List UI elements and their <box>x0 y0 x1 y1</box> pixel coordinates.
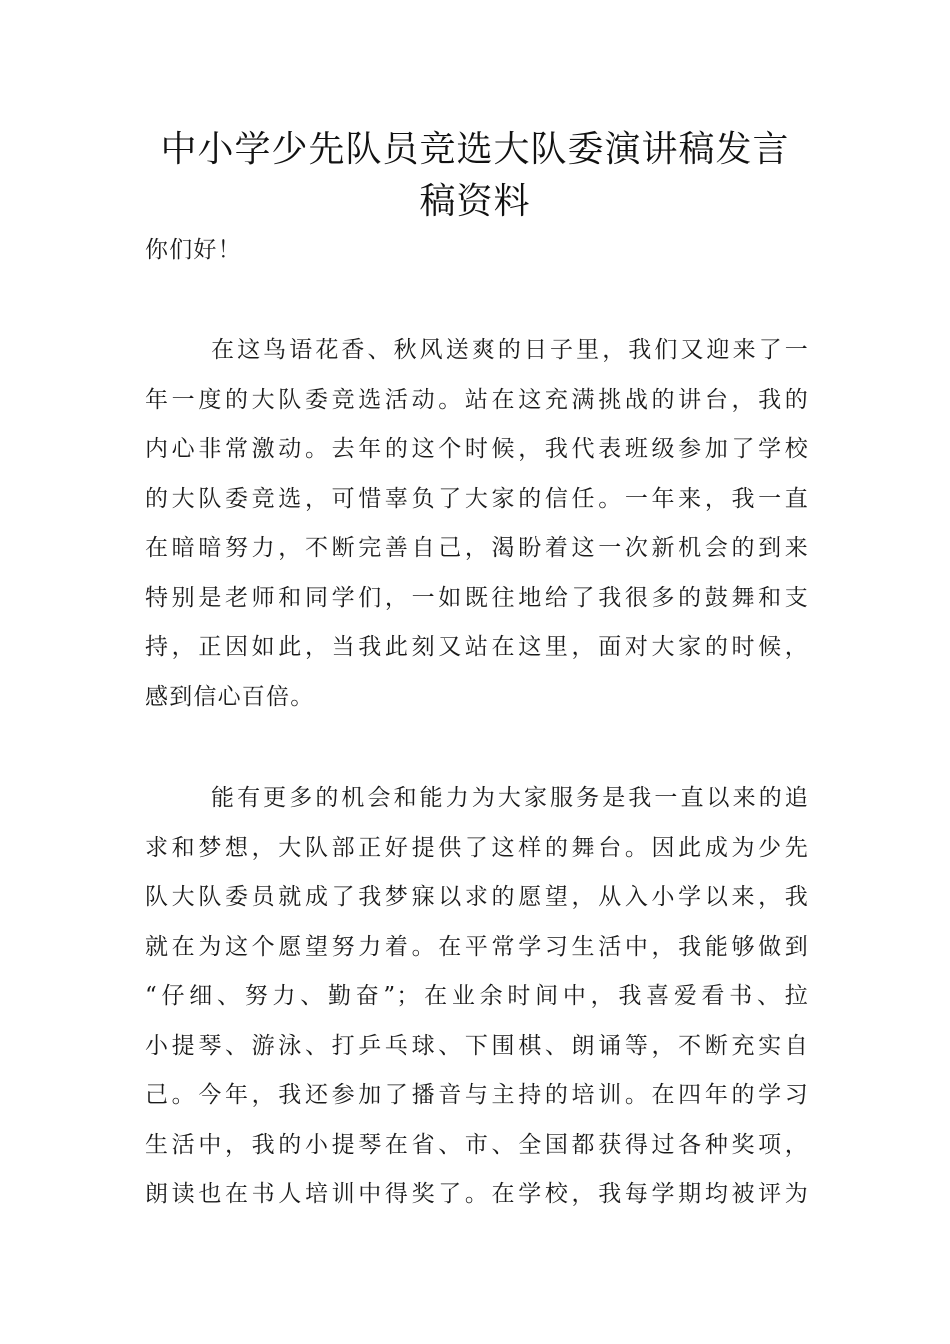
paragraph-line: 求和梦想，大队部正好提供了这样的舞台。因此成为少先 <box>145 834 809 861</box>
paragraph-line: 小提琴、游泳、打乒乓球、下围棋、朗诵等，不断充实自 <box>145 1032 809 1059</box>
paragraph-line: 的大队委竞选，可惜辜负了大家的信任。一年来，我一直 <box>145 485 809 512</box>
document-title <box>100 124 850 228</box>
paragraph-line: 在这鸟语花香、秋风送爽的日子里，我们又迎来了一 <box>211 337 809 363</box>
paragraph-line: 在暗暗努力，不断完善自己，渴盼着这一次新机会的到来 <box>145 535 809 561</box>
paragraph-line: 特别是老师和同学们，一如既往地给了我很多的鼓舞和支 <box>145 584 809 611</box>
paragraph-1 <box>145 326 809 722</box>
paragraph-line: 朗读也在书人培训中得奖了。在学校，我每学期均被评为 <box>145 1181 809 1207</box>
title-line-2: 稿资料 <box>419 181 531 222</box>
paragraph-line: 队大队委员就成了我梦寐以求的愿望，从入小学以来，我 <box>145 884 809 910</box>
paragraph-line: 己。今年，我还参加了播音与主持的培训。在四年的学习 <box>145 1082 809 1108</box>
paragraph-line: 内心非常激动。去年的这个时候，我代表班级参加了学校 <box>145 436 809 462</box>
greeting: 你们好！ <box>145 237 242 263</box>
paragraph-line: “仔细、努力、勤奋”；在业余时间中，我喜爱看书、拉 <box>145 983 809 1009</box>
paragraph-line: 年一度的大队委竞选活动。站在这充满挑战的讲台，我的 <box>145 386 809 413</box>
paragraph-line: 持，正因如此，当我此刻又站在这里，面对大家的时候， <box>145 634 809 660</box>
paragraph-line: 就在为这个愿望努力着。在平常学习生活中，我能够做到 <box>145 933 809 960</box>
paragraph-line: 感到信心百倍。 <box>145 683 315 710</box>
title-line-1: 中小学少先队员竞选大队委演讲稿发言 <box>160 129 790 170</box>
paragraph-line: 生活中，我的小提琴在省、市、全国都获得过各种奖项， <box>145 1131 809 1158</box>
paragraph-line: 能有更多的机会和能力为大家服务是我一直以来的追 <box>211 785 809 811</box>
paragraph-2 <box>145 774 809 1220</box>
